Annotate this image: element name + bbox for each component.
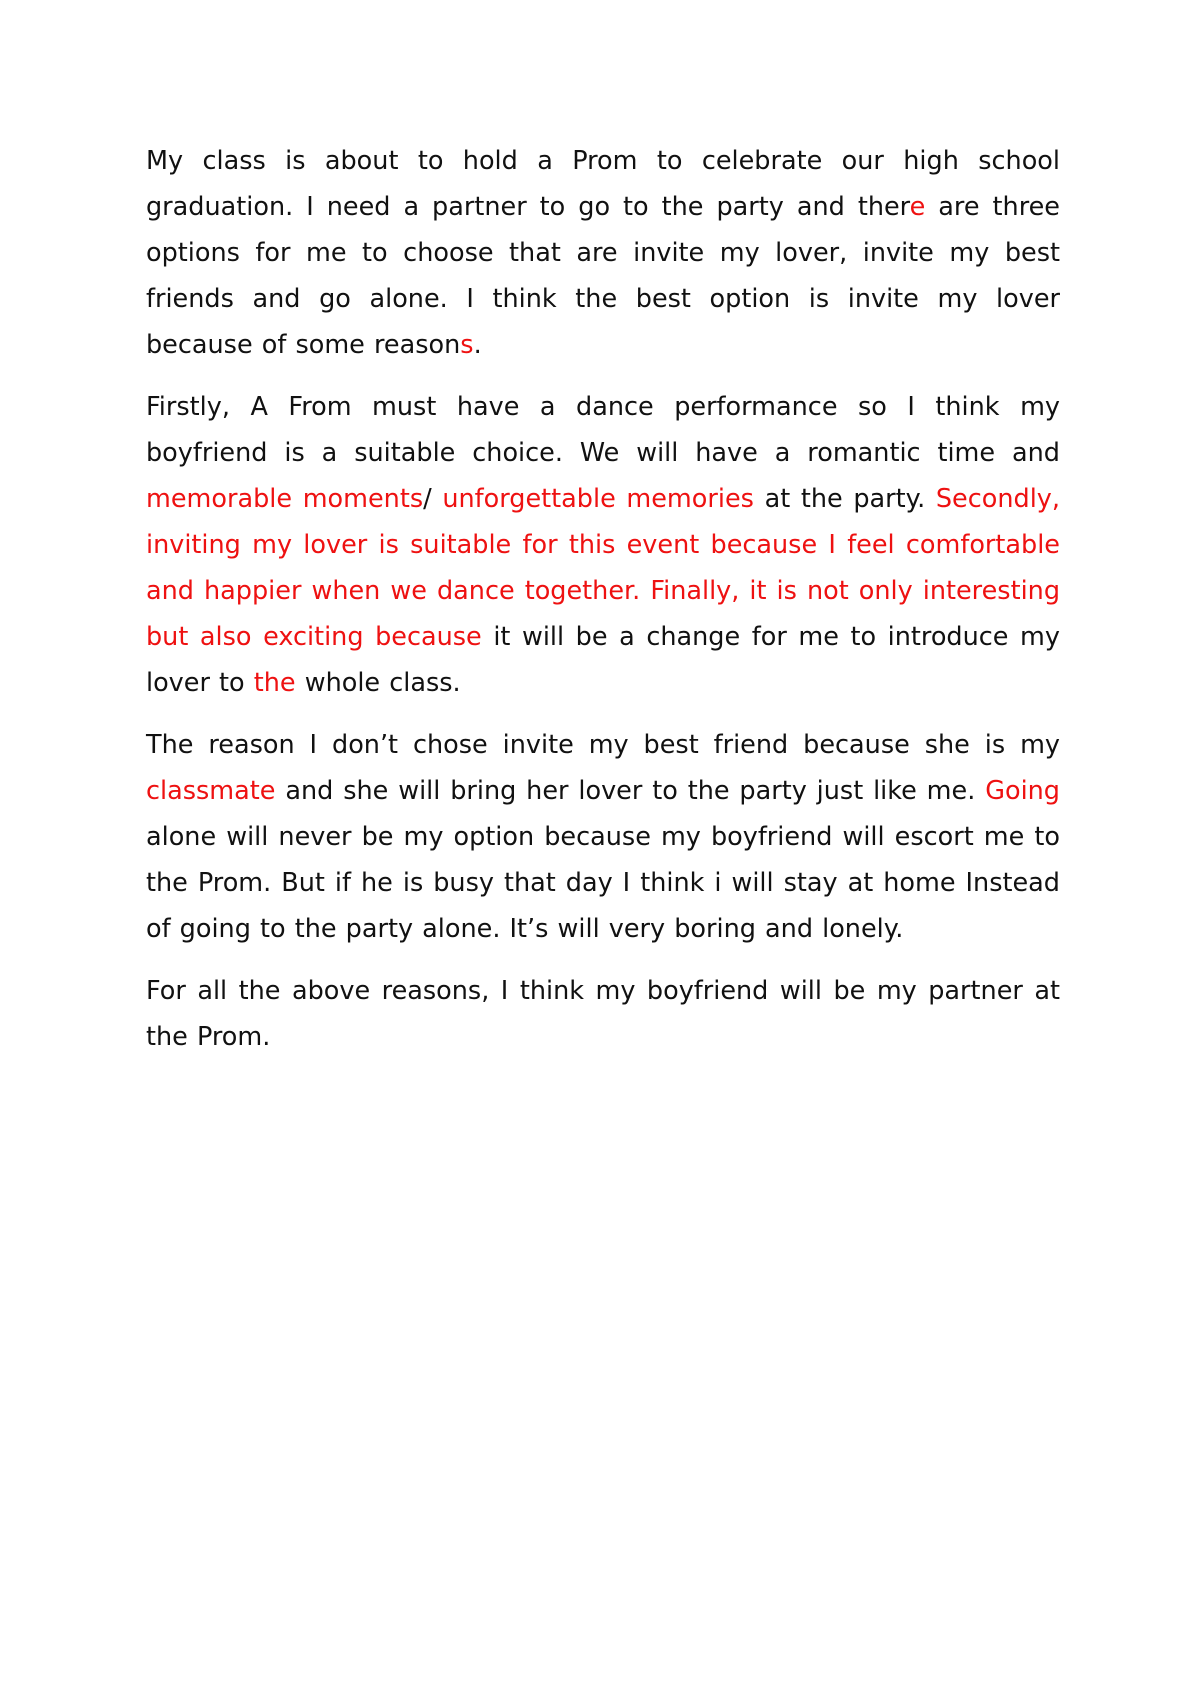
text-segment: My class is about to hold a Prom to celebrate our high school graduation. I need a partner to go to the party and ther — [146, 146, 1060, 222]
corrected-text: memorable moments — [146, 484, 424, 514]
corrected-text: e — [909, 192, 926, 222]
document-body — [146, 138, 1060, 1076]
text-segment: alone will never be my option because my boyfriend will escort me to the Prom. But if he is busy that day I think i will stay at home Instead of going to the party alone. It’s will very boring and lonely. — [146, 822, 1060, 944]
corrected-text: unforgettable memories — [442, 484, 754, 514]
corrected-text: the — [253, 668, 296, 698]
text-segment: The reason I don’t chose invite my best friend because she is my — [146, 730, 1060, 760]
paragraph-counterpoint — [146, 722, 1060, 952]
paragraph-reasons — [146, 384, 1060, 706]
paragraph-intro — [146, 138, 1060, 368]
corrected-text: Going — [985, 776, 1060, 806]
text-segment: / — [423, 484, 443, 514]
text-segment: are three options for me to choose that are invite my lover, invite my best friends and go alone. I think the best option is invite my lover because of some reason — [146, 192, 1060, 360]
text-segment: it will be a change for me to introduce my lover to — [146, 622, 1060, 698]
text-segment: . — [473, 330, 482, 360]
text-segment: and she will bring her lover to the party just like me. — [275, 776, 986, 806]
text-segment: Firstly, A From must have a dance performance so I think my boyfriend is a suitable choice. We will have a romantic time and — [146, 392, 1060, 468]
corrected-text: Secondly, inviting my lover is suitable for this event because I feel comfortable and happier when we dance together. Finally, it is not only interesting but also exciting because — [146, 484, 1060, 652]
text-segment: whole class. — [295, 668, 461, 698]
paragraph-conclusion — [146, 968, 1060, 1060]
corrected-text: classmate — [146, 776, 276, 806]
corrected-text: s — [460, 330, 474, 360]
text-segment: at the party. — [753, 484, 936, 514]
text-segment: For all the above reasons, I think my boyfriend will be my partner at the Prom. — [146, 976, 1060, 1052]
